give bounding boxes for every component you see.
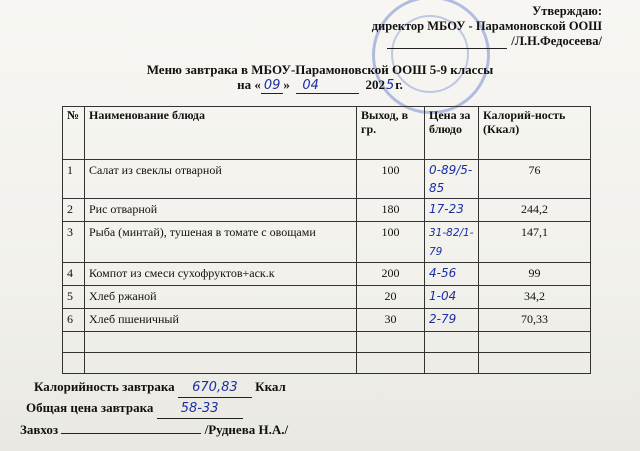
menu-date-year: 5 — [385, 78, 395, 93]
header-output: Выход, в гр. — [357, 107, 425, 160]
row-output: 30 — [357, 309, 425, 332]
row-price: 4-56 — [425, 263, 479, 286]
row-calories: 147,1 — [479, 222, 591, 263]
row-output: 100 — [357, 160, 425, 199]
row-output: 20 — [357, 286, 425, 309]
row-price: 31-82/1-79 — [425, 222, 479, 263]
manager-name: /Руднева Н.А./ — [204, 422, 289, 437]
row-name: Рыба (минтай), тушеная в томате с овощами — [85, 222, 357, 263]
menu-title — [0, 62, 640, 93]
header-name: Наименование блюда — [85, 107, 357, 160]
row-name: Рис отварной — [85, 199, 357, 222]
approval-block — [372, 4, 602, 49]
menu-date-day: 09 — [261, 78, 284, 94]
price-total: 58-33 — [180, 401, 219, 416]
table-row — [63, 222, 591, 263]
menu-date-month: 04 — [296, 78, 359, 94]
table-row — [63, 160, 591, 199]
row-calories: 34,2 — [479, 286, 591, 309]
row-num: 4 — [63, 263, 85, 286]
approval-signature-line — [372, 34, 602, 49]
approval-heading: Утверждаю: — [532, 4, 602, 18]
director-signature — [387, 36, 507, 49]
table-row — [63, 309, 591, 332]
price-label: Общая цена завтрака — [26, 400, 154, 415]
header-price: Цена за блюдо — [425, 107, 479, 160]
row-num: 6 — [63, 309, 85, 332]
table-row-empty — [63, 353, 591, 374]
header-calories: Калорий-ность (Ккал) — [479, 107, 591, 160]
row-name: Салат из свеклы отварной — [85, 160, 357, 199]
row-num: 2 — [63, 199, 85, 222]
menu-summary — [20, 377, 288, 439]
manager-signature — [20, 419, 288, 439]
row-calories: 244,2 — [479, 199, 591, 222]
table-row-empty — [63, 332, 591, 353]
menu-table — [62, 106, 591, 374]
row-calories: 76 — [479, 160, 591, 199]
manager-label: Завхоз — [20, 422, 59, 437]
row-name: Хлеб пшеничный — [85, 309, 357, 332]
row-price: 0-89/5-85 — [425, 160, 479, 199]
menu-date-line: на « 09 » 04 2025г. — [237, 77, 403, 93]
row-num: 3 — [63, 222, 85, 263]
row-name: Хлеб ржаной — [85, 286, 357, 309]
table-row — [63, 286, 591, 309]
table-row — [63, 199, 591, 222]
row-calories: 70,33 — [479, 309, 591, 332]
menu-title-line: Меню завтрака в МБОУ-Парамоновской ООШ 5-9 классы — [146, 62, 494, 77]
row-num: 5 — [63, 286, 85, 309]
calories-unit: Ккал — [255, 379, 286, 394]
row-output: 100 — [357, 222, 425, 263]
header-num: № — [63, 107, 85, 160]
row-name: Компот из смеси сухофруктов+аск.к — [85, 263, 357, 286]
calories-label: Калорийность завтрака — [34, 379, 175, 394]
row-num: 1 — [63, 160, 85, 199]
director-name: /Л.Н.Федосеева/ — [511, 34, 602, 48]
approval-position: директор МБОУ - Парамоновской ООШ — [371, 19, 602, 33]
calories-total: 670,83 — [192, 380, 238, 395]
calories-summary — [20, 377, 288, 398]
table-header-row — [63, 107, 591, 160]
price-summary — [20, 398, 288, 419]
row-calories: 99 — [479, 263, 591, 286]
row-output: 200 — [357, 263, 425, 286]
row-output: 180 — [357, 199, 425, 222]
row-price: 2-79 — [425, 309, 479, 332]
table-row — [63, 263, 591, 286]
row-price: 1-04 — [425, 286, 479, 309]
row-price: 17-23 — [425, 199, 479, 222]
manager-signature-line — [61, 419, 201, 434]
